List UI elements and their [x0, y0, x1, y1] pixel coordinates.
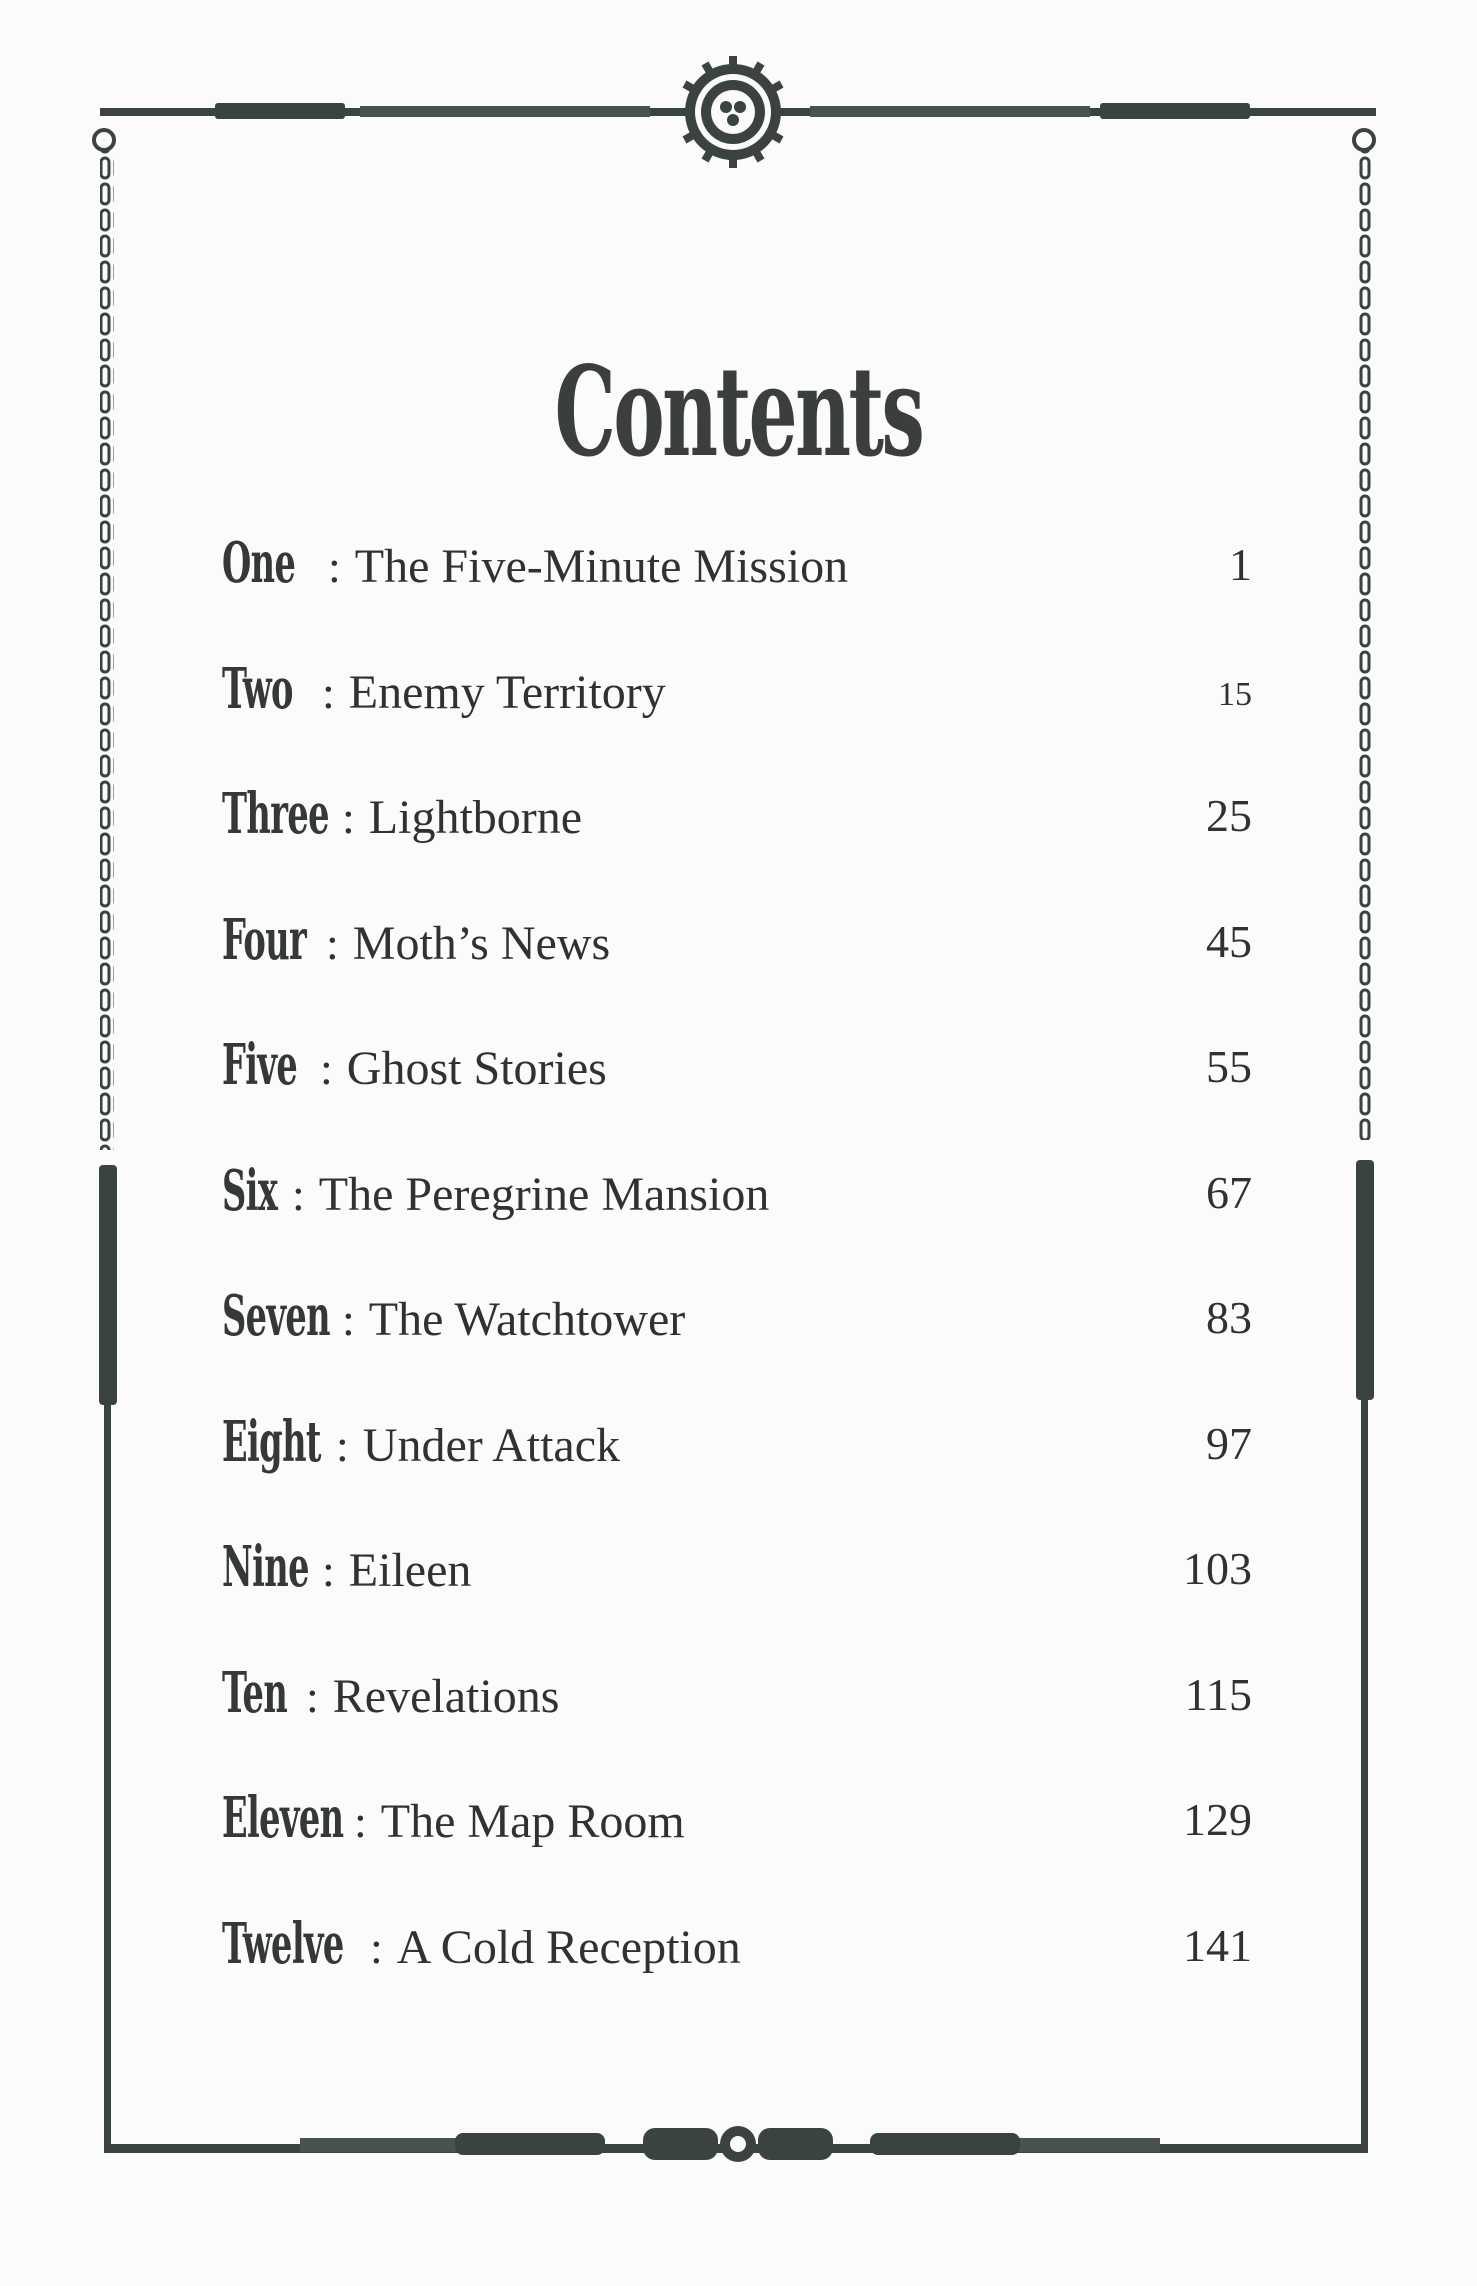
chapter-title: Ghost Stories	[346, 1042, 607, 1095]
page-number: 83	[1206, 1292, 1252, 1343]
page-title: Contents	[554, 340, 923, 486]
chapter-number: Twelve	[222, 1910, 344, 1977]
page-number: 67	[1206, 1166, 1252, 1218]
toc-row	[222, 781, 1252, 907]
page-number: 129	[1183, 1794, 1252, 1845]
page-number: 25	[1206, 790, 1252, 841]
chapter-title: The Five-Minute Mission	[354, 540, 849, 593]
chapter-title: The Peregrine Mansion	[318, 1167, 770, 1221]
toc-row	[222, 656, 1252, 782]
toc-entry: Three : Lightborne	[222, 781, 583, 847]
bottom-ornament-icon	[643, 2126, 833, 2162]
toc-row	[222, 1409, 1252, 1535]
toc-row	[222, 1158, 1252, 1284]
chapter-title: The Map Room	[380, 1795, 685, 1848]
chapter-title: Under Attack	[362, 1418, 621, 1472]
toc-row	[222, 1283, 1252, 1409]
chapter-number: Three	[222, 781, 329, 847]
chapter-title: Enemy Territory	[348, 665, 666, 719]
table-of-contents	[222, 530, 1252, 2036]
toc-row	[222, 1785, 1252, 1911]
page-number: 115	[1184, 1668, 1252, 1720]
toc-row	[222, 530, 1252, 656]
left-chain	[100, 150, 114, 1150]
chapter-title: Moth’s News	[352, 916, 611, 970]
toc-entry: Four : Moth’s News	[222, 906, 611, 973]
right-chain	[1357, 150, 1371, 1140]
toc-entry: Twelve : A Cold Reception	[222, 1910, 741, 1977]
page-number: 103	[1183, 1543, 1252, 1594]
chapter-title: Eileen	[348, 1544, 472, 1597]
chapter-title: Lightborne	[368, 791, 583, 844]
chapter-title: The Watchtower	[368, 1293, 686, 1346]
toc-row	[222, 907, 1252, 1033]
gear-icon	[677, 56, 789, 168]
toc-row	[222, 1534, 1252, 1660]
toc-entry: One : The Five-Minute Mission	[222, 530, 849, 596]
toc-entry: Two : Enemy Territory	[222, 655, 666, 722]
chapter-number: Nine	[222, 1534, 309, 1600]
toc-row	[222, 1660, 1252, 1786]
chapter-number: Two	[222, 655, 293, 722]
chapter-number: Eleven	[222, 1785, 344, 1851]
chapter-number: Six	[222, 1157, 278, 1224]
toc-row	[222, 1911, 1252, 2037]
chapter-number: Five	[222, 1032, 298, 1098]
toc-entry: Six : The Peregrine Mansion	[222, 1157, 770, 1224]
chapter-number: One	[222, 530, 296, 596]
chapter-number: Seven	[222, 1283, 330, 1349]
page-number: 1	[1229, 539, 1252, 590]
page-number: 97	[1206, 1417, 1252, 1469]
toc-entry: Eight : Under Attack	[222, 1408, 621, 1475]
chapter-title: A Cold Reception	[396, 1920, 741, 1974]
toc-entry: Eleven : The Map Room	[222, 1785, 685, 1851]
chapter-title: Revelations	[332, 1669, 560, 1723]
toc-entry: Ten : Revelations	[222, 1659, 560, 1726]
page-number: 45	[1206, 915, 1252, 967]
toc-entry: Nine : Eileen	[222, 1534, 472, 1600]
page-number: 55	[1206, 1041, 1252, 1092]
page-number: 141	[1183, 1919, 1252, 1971]
chapter-number: Four	[222, 906, 307, 973]
page-number: 15	[1218, 675, 1252, 713]
chapter-number: Eight	[222, 1408, 321, 1475]
toc-entry: Five : Ghost Stories	[222, 1032, 607, 1098]
toc-entry: Seven : The Watchtower	[222, 1283, 686, 1349]
chapter-number: Ten	[222, 1659, 288, 1726]
toc-row	[222, 1032, 1252, 1158]
